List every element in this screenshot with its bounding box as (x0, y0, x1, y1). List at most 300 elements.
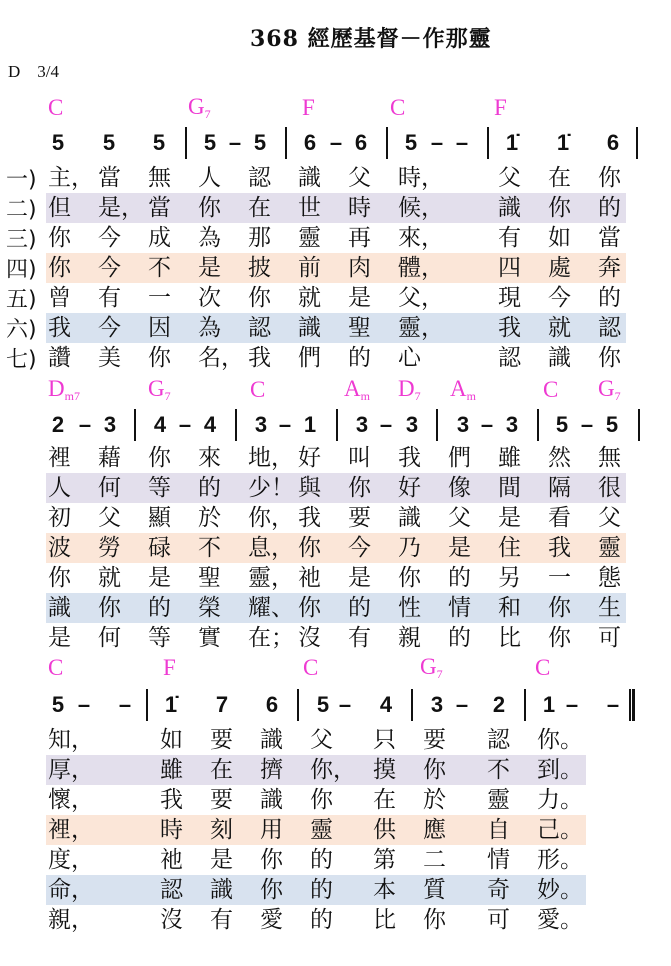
bar-line (336, 409, 338, 441)
lyric-syllable: 人 (198, 165, 221, 191)
lyric-syllable: 靈 (310, 817, 333, 843)
lyric-syllable: 雖 (498, 445, 521, 471)
lyric-syllable: 是 (348, 565, 371, 591)
lyric-syllable: 今 (98, 315, 121, 341)
lyric-syllable: 你 (310, 787, 333, 813)
lyric-syllable: 雖 (160, 757, 183, 783)
lyric-syllable: 靈， (398, 315, 444, 341)
lyric-syllable: 心 (398, 345, 421, 371)
lyric-syllable: 藉 (98, 445, 121, 471)
lyric-syllable: 識 (498, 195, 521, 221)
lyric-syllable: 你 (48, 565, 71, 591)
chord-root: C (48, 95, 64, 120)
note: 3 (405, 412, 419, 437)
lyric-syllable: 一 (148, 285, 171, 311)
lyric-syllable: 再 (348, 225, 371, 251)
lyric-syllable: 那 (248, 225, 271, 251)
note: 2 (492, 692, 506, 717)
chord-symbol (390, 95, 405, 121)
lyric-syllable: 如 (548, 225, 571, 251)
chord-symbol (48, 95, 63, 121)
lyric-syllable: 你 (198, 195, 221, 221)
lyric-syllable: 體， (398, 255, 444, 281)
lyric-syllable: 識 (260, 727, 283, 753)
note: 5 (253, 130, 267, 155)
lyric-syllable: 耀、 (248, 595, 294, 621)
lyric-syllable: 四 (498, 255, 521, 281)
lyric-syllable: 我 (398, 445, 421, 471)
note-dash: – (278, 412, 292, 437)
chord-symbol (535, 655, 550, 681)
lyric-syllable: 你。 (537, 727, 583, 753)
chord-symbol (302, 95, 315, 121)
lyric-syllable: 和 (498, 595, 521, 621)
lyric-syllable: 認 (487, 727, 510, 753)
note-dash: – (606, 692, 620, 717)
lyric-syllable: 本 (373, 877, 396, 903)
chord-symbol (543, 377, 558, 403)
lyric-syllable: 無 (598, 445, 621, 471)
chord-symbol (598, 376, 621, 404)
lyric-syllable: 時， (398, 165, 444, 191)
lyric-syllable: 你 (398, 565, 421, 591)
lyric-syllable: 另 (498, 565, 521, 591)
lyric-syllable: 奇 (487, 877, 510, 903)
lyric-syllable: 次 (198, 285, 221, 311)
chord-quality: 7 (204, 107, 211, 121)
lyric-syllable: 聖 (348, 315, 371, 341)
lyric-syllable: 我 (548, 535, 571, 561)
verse-number: 一) (6, 167, 37, 193)
lyric-syllable: 美 (98, 345, 121, 371)
note: 3 (103, 412, 117, 437)
lyric-syllable: 來 (198, 445, 221, 471)
lyric-syllable: 應 (423, 817, 446, 843)
lyric-syllable: 祂 (298, 565, 321, 591)
lyric-syllable: 父 (498, 165, 521, 191)
note: 1̇ (556, 130, 570, 155)
lyric-syllable: 愛。 (537, 907, 583, 933)
lyric-syllable: 靈 (487, 787, 510, 813)
lyric-syllable: 地， (248, 445, 294, 471)
lyric-syllable: 前 (298, 255, 321, 281)
bar-line (134, 409, 136, 441)
chord-symbol (250, 377, 265, 403)
bar-line (638, 409, 640, 441)
bar-line (411, 689, 413, 721)
verse-number: 二) (6, 197, 37, 223)
note: 3 (430, 692, 444, 717)
lyric-syllable: 顯 (148, 505, 171, 531)
chord-root: A (450, 376, 467, 401)
lyric-syllable: 你 (548, 195, 571, 221)
chord-root: D (48, 376, 65, 401)
verse-number: 七) (6, 347, 37, 373)
lyric-syllable: 好 (398, 475, 421, 501)
lyric-syllable: 認 (598, 315, 621, 341)
lyric-syllable: 父， (398, 285, 444, 311)
lyric-syllable: 今 (98, 225, 121, 251)
lyric-syllable: 我 (160, 787, 183, 813)
bar-line (386, 127, 388, 159)
lyric-syllable: 要 (210, 727, 233, 753)
lyric-syllable: 你 (423, 757, 446, 783)
lyric-syllable: 息， (248, 535, 294, 561)
lyric-syllable: 自 (487, 817, 510, 843)
lyric-syllable: 何 (98, 625, 121, 651)
lyric-syllable: 質 (423, 877, 446, 903)
chord-root: C (535, 655, 551, 680)
chord-symbol (163, 655, 176, 681)
lyric-syllable: 在 (210, 757, 233, 783)
lyric-syllable: 來， (398, 225, 444, 251)
note: 4 (379, 692, 393, 717)
note: 6 (265, 692, 279, 717)
lyric-syllable: 態 (598, 565, 621, 591)
lyric-syllable: 你 (598, 165, 621, 191)
verse-number: 六) (6, 317, 37, 343)
lyric-syllable: 比 (373, 907, 396, 933)
lyric-syllable: 一 (548, 565, 571, 591)
lyric-syllable: 的 (448, 565, 471, 591)
lyric-syllable: 的 (448, 625, 471, 651)
lyric-syllable: 命， (48, 877, 94, 903)
lyric-syllable: 在 (373, 787, 396, 813)
lyric-syllable: 今 (98, 255, 121, 281)
bar-line (297, 689, 299, 721)
hymn-title: 368 經歷基督－作那靈 (250, 26, 492, 52)
chord-root: F (302, 95, 315, 120)
note: 4 (153, 412, 167, 437)
note: 3 (505, 412, 519, 437)
lyric-syllable: 然 (548, 445, 571, 471)
lyric-syllable: 的 (310, 907, 333, 933)
chord-quality: m7 (64, 389, 80, 403)
note: 5 (51, 130, 65, 155)
lyric-syllable: 於 (198, 505, 221, 531)
chord-root: C (390, 95, 406, 120)
lyric-syllable: 我 (248, 345, 271, 371)
lyric-syllable: 父 (598, 505, 621, 531)
note-dash: – (430, 130, 444, 155)
lyric-syllable: 形。 (537, 847, 583, 873)
chord-quality: 7 (614, 389, 621, 403)
lyric-syllable: 的 (348, 345, 371, 371)
lyric-syllable: 們 (298, 345, 321, 371)
lyric-syllable: 二 (423, 847, 446, 873)
lyric-syllable: 用 (260, 817, 283, 843)
lyric-syllable: 時 (160, 817, 183, 843)
note-dash: – (565, 692, 579, 717)
verse-highlight-band (46, 313, 626, 343)
lyric-syllable: 奔 (598, 255, 621, 281)
lyric-syllable: 有 (498, 225, 521, 251)
lyric-syllable: 的 (310, 847, 333, 873)
chord-symbol (148, 376, 171, 404)
lyric-syllable: 今 (548, 285, 571, 311)
lyric-syllable: 住 (498, 535, 521, 561)
lyric-syllable: 你 (248, 285, 271, 311)
lyric-syllable: 碌 (148, 535, 171, 561)
lyric-syllable: 為 (198, 225, 221, 251)
bar-line (436, 409, 438, 441)
lyric-syllable: 識 (298, 165, 321, 191)
lyric-syllable: 裡 (48, 445, 71, 471)
lyric-syllable: 們 (448, 445, 471, 471)
note-dash: – (78, 412, 92, 437)
lyric-syllable: 如 (160, 727, 183, 753)
lyric-syllable: 認 (248, 165, 271, 191)
chord-symbol (494, 95, 507, 121)
lyric-syllable: 的 (348, 595, 371, 621)
lyric-syllable: 有 (210, 907, 233, 933)
lyric-syllable: 初 (48, 505, 71, 531)
final-bar-line (629, 689, 635, 721)
lyric-syllable: 要 (348, 505, 371, 531)
bar-line (636, 127, 638, 159)
lyric-syllable: 曾 (48, 285, 71, 311)
note: 6 (606, 130, 620, 155)
note: 3 (456, 412, 470, 437)
lyric-syllable: 就 (98, 565, 121, 591)
lyric-syllable: 供 (373, 817, 396, 843)
note: 7 (215, 692, 229, 717)
lyric-syllable: 好 (298, 445, 321, 471)
note-dash: – (118, 692, 132, 717)
chord-root: C (250, 377, 266, 402)
lyric-syllable: 當 (148, 195, 171, 221)
bar-line (146, 689, 148, 721)
lyric-syllable: 識 (260, 787, 283, 813)
lyric-syllable: 但 (48, 195, 71, 221)
lyric-syllable: 你， (248, 505, 294, 531)
chord-quality: m (466, 389, 476, 403)
lyric-syllable: 無 (148, 165, 171, 191)
lyric-syllable: 的 (198, 475, 221, 501)
lyric-syllable: 祂 (160, 847, 183, 873)
note-dash: – (338, 692, 352, 717)
chord-symbol (188, 94, 211, 122)
lyric-syllable: 刻 (210, 817, 233, 843)
note-dash: – (580, 412, 594, 437)
lyric-syllable: 知， (48, 727, 94, 753)
chord-root: D (398, 376, 415, 401)
lyric-syllable: 何 (98, 475, 121, 501)
chord-root: F (163, 655, 176, 680)
lyric-syllable: 的 (598, 195, 621, 221)
lyric-syllable: 隔 (548, 475, 571, 501)
chord-root: G (420, 654, 437, 679)
lyric-syllable: 是 (498, 505, 521, 531)
lyric-syllable: 沒 (298, 625, 321, 651)
chord-root: G (598, 376, 615, 401)
chord-quality: 7 (436, 667, 443, 681)
lyric-syllable: 父 (98, 505, 121, 531)
lyric-syllable: 成 (148, 225, 171, 251)
lyric-syllable: 認 (160, 877, 183, 903)
lyric-syllable: 情 (487, 847, 510, 873)
lyric-syllable: 靈， (248, 565, 294, 591)
bar-line (487, 127, 489, 159)
verse-number: 四) (6, 257, 37, 283)
lyric-syllable: 你 (348, 475, 371, 501)
note: 1 (303, 412, 317, 437)
chord-symbol (48, 376, 80, 404)
lyric-syllable: 認 (248, 315, 271, 341)
note: 5 (203, 130, 217, 155)
bar-line (524, 689, 526, 721)
lyric-syllable: 可 (487, 907, 510, 933)
note: 6 (354, 130, 368, 155)
lyric-syllable: 披 (248, 255, 271, 281)
chord-root: C (303, 655, 319, 680)
lyric-syllable: 的 (148, 595, 171, 621)
lyric-syllable: 看 (548, 505, 571, 531)
bar-line (285, 127, 287, 159)
lyric-syllable: 生 (598, 595, 621, 621)
chord-symbol (303, 655, 318, 681)
chord-symbol (420, 654, 443, 682)
key-signature (8, 62, 59, 82)
lyric-syllable: 厚， (48, 757, 94, 783)
note-dash: – (329, 130, 343, 155)
lyric-syllable: 你 (48, 255, 71, 281)
verse-number: 三) (6, 227, 37, 253)
note: 5 (102, 130, 116, 155)
lyric-syllable: 是， (98, 195, 144, 221)
verse-highlight-band (46, 593, 626, 623)
lyric-syllable: 讚 (48, 345, 71, 371)
lyric-syllable: 叫 (348, 445, 371, 471)
verse-highlight-band (46, 533, 626, 563)
lyric-syllable: 是 (148, 565, 171, 591)
lyric-syllable: 識 (548, 345, 571, 371)
lyric-syllable: 識 (48, 595, 71, 621)
lyric-syllable: 今 (348, 535, 371, 561)
note: 1̇ (164, 692, 178, 717)
lyric-syllable: 的 (598, 285, 621, 311)
lyric-syllable: 現 (498, 285, 521, 311)
lyric-syllable: 時 (348, 195, 371, 221)
lyric-syllable: 當 (98, 165, 121, 191)
time-signature: 3/4 (37, 62, 60, 81)
lyric-syllable: 認 (498, 345, 521, 371)
lyric-syllable: 少！ (248, 475, 294, 501)
lyric-syllable: 為 (198, 315, 221, 341)
chord-root: C (48, 655, 64, 680)
lyric-syllable: 像 (448, 475, 471, 501)
lyric-syllable: 靈 (598, 535, 621, 561)
lyric-syllable: 是 (210, 847, 233, 873)
note: 5 (605, 412, 619, 437)
lyric-syllable: 勞 (98, 535, 121, 561)
lyric-syllable: 你 (298, 595, 321, 621)
lyric-syllable: 你 (548, 625, 571, 651)
lyric-syllable: 父 (448, 505, 471, 531)
note: 5 (404, 130, 418, 155)
lyric-syllable: 有 (98, 285, 121, 311)
lyric-syllable: 父 (348, 165, 371, 191)
lyric-syllable: 名， (198, 345, 244, 371)
note-dash: – (379, 412, 393, 437)
note-dash: – (228, 130, 242, 155)
lyric-syllable: 要 (423, 727, 446, 753)
note: 2 (51, 412, 65, 437)
lyric-syllable: 己。 (537, 817, 583, 843)
chord-root: G (148, 376, 165, 401)
lyric-syllable: 裡， (48, 817, 94, 843)
lyric-syllable: 第 (373, 847, 396, 873)
chord-root: G (188, 94, 205, 119)
bar-line (537, 409, 539, 441)
lyric-syllable: 的 (310, 877, 333, 903)
note-dash: – (178, 412, 192, 437)
verse-number: 五) (6, 287, 37, 313)
lyric-syllable: 你， (310, 757, 356, 783)
note-dash: – (77, 692, 91, 717)
lyric-syllable: 在 (548, 165, 571, 191)
lyric-syllable: 你 (260, 877, 283, 903)
lyric-syllable: 你 (48, 225, 71, 251)
lyric-syllable: 你 (148, 445, 171, 471)
lyric-syllable: 愛 (260, 907, 283, 933)
lyric-syllable: 不 (487, 757, 510, 783)
lyric-syllable: 摸 (373, 757, 396, 783)
lyric-syllable: 處 (548, 255, 571, 281)
lyric-syllable: 肉 (348, 255, 371, 281)
lyric-syllable: 你 (423, 907, 446, 933)
verse-highlight-band (46, 473, 626, 503)
lyric-syllable: 你 (548, 595, 571, 621)
lyric-syllable: 不 (198, 535, 221, 561)
lyric-syllable: 要 (210, 787, 233, 813)
note: 1 (542, 692, 556, 717)
lyric-syllable: 與 (298, 475, 321, 501)
lyric-syllable: 主， (48, 165, 94, 191)
lyric-syllable: 情 (448, 595, 471, 621)
lyric-syllable: 就 (298, 285, 321, 311)
lyric-syllable: 榮 (198, 595, 221, 621)
chord-symbol (48, 655, 63, 681)
lyric-syllable: 到。 (537, 757, 583, 783)
chord-quality: m (360, 389, 370, 403)
lyric-syllable: 你 (298, 535, 321, 561)
lyric-syllable: 妙。 (537, 877, 583, 903)
lyric-syllable: 實 (198, 625, 221, 651)
lyric-syllable: 擠 (260, 757, 283, 783)
bar-line (185, 127, 187, 159)
lyric-syllable: 間 (498, 475, 521, 501)
lyric-syllable: 因 (148, 315, 171, 341)
lyric-syllable: 懷， (48, 787, 94, 813)
chord-symbol (344, 376, 370, 404)
lyric-syllable: 在； (248, 625, 294, 651)
verse-highlight-band (46, 253, 626, 283)
lyric-syllable: 我 (298, 505, 321, 531)
note-dash: – (455, 692, 469, 717)
lyric-syllable: 在 (248, 195, 271, 221)
lyric-syllable: 於 (423, 787, 446, 813)
lyric-syllable: 很 (598, 475, 621, 501)
lyric-syllable: 只 (373, 727, 396, 753)
chord-quality: 7 (164, 389, 171, 403)
lyric-syllable: 力。 (537, 787, 583, 813)
lyric-syllable: 就 (548, 315, 571, 341)
lyric-syllable: 是 (198, 255, 221, 281)
chord-symbol (398, 376, 421, 404)
lyric-syllable: 識 (398, 505, 421, 531)
lyric-syllable: 有 (348, 625, 371, 651)
